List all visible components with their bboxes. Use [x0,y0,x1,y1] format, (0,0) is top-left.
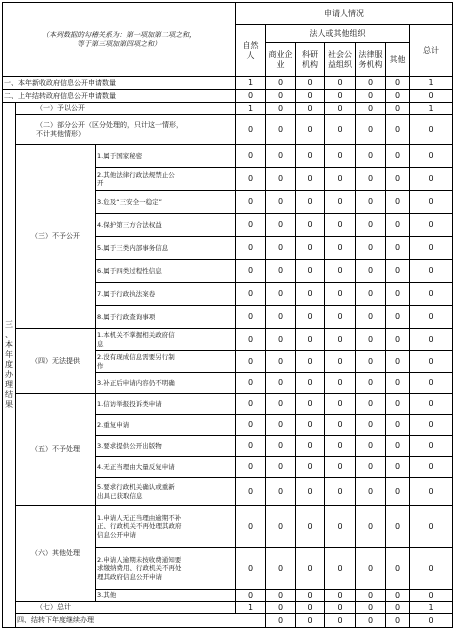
cell-value: 0 [296,351,325,373]
table-row [3,77,453,90]
row-label: 3.危及“三安全一稳定” [96,191,236,214]
cell-value: 0 [236,168,266,191]
research-institution-header [296,43,325,77]
cell-value: 0 [325,351,356,373]
cell-value: 0 [386,115,410,145]
cell-value: 0 [325,436,356,457]
cell-value: 0 [356,145,386,168]
cell-value: 0 [356,77,386,90]
row-label [96,329,236,351]
cell-value: 0 [356,191,386,214]
cell-value: 0 [386,90,410,103]
vertical-char: 理 [5,380,13,389]
cell-value: 0 [266,415,296,436]
cell-value: 0 [325,191,356,214]
cell-value: 0 [325,478,356,506]
group-label-unable: （四）无法提供 [16,329,96,394]
cell-value: 0 [236,283,266,306]
commercial-enterprise-header: 商业企业 [266,43,296,77]
relationship-note [3,3,236,77]
vertical-char: 本 [5,340,13,349]
cell-value: 0 [236,237,266,260]
cell-value: 0 [296,115,325,145]
row-label-line: 开 [97,179,104,187]
cell-value: 0 [386,506,410,548]
social-welfare-line-2: 益组织 [328,59,353,69]
cell-value: 0 [296,329,325,351]
cell-value: 0 [325,394,356,415]
row-label-line: 2.没有现成信息需要另行制 [97,353,175,362]
cell-value: 0 [266,191,296,214]
cell-value: 1 [410,103,453,115]
cell-value: 0 [296,478,325,506]
vertical-char: 果 [5,400,13,409]
cell-value: 0 [356,351,386,373]
cell-value: 0 [356,283,386,306]
cell-value: 0 [236,457,266,478]
row-label-line: 2.其他法律行政法规禁止公 [97,170,175,179]
cell-value: 0 [325,145,356,168]
cell-value: 0 [236,394,266,415]
legal-service-line-2: 务机构 [358,59,383,69]
statistics-table [2,2,453,628]
cell-value: 0 [386,260,410,283]
cell-value: 1 [236,103,266,115]
table-row [3,506,453,548]
cell-value: 0 [266,373,296,394]
row-label-line: 求缴纳费用、行政机关不再处 [97,564,182,573]
cell-value: 0 [296,283,325,306]
cell-value: 0 [266,237,296,260]
other-header: 其他 [386,43,410,77]
natural-person-line-1: 自然 [242,40,259,50]
cell-value: 0 [410,306,453,329]
cell-value: 0 [410,145,453,168]
cell-value: 0 [236,436,266,457]
row-label [96,168,236,191]
vertical-char: 度 [5,360,13,369]
row-label-line: 作 [97,361,104,370]
social-welfare-line-1: 社会公 [328,49,353,59]
cell-value: 0 [386,351,410,373]
row-label [96,548,236,590]
cell-value: 0 [325,590,356,602]
row-label-line: 1.申请人无正当理由逾期不补 [97,514,182,523]
cell-value: 0 [296,214,325,237]
vertical-char: 办 [5,370,13,379]
cell-value: 0 [410,394,453,415]
cell-value: 0 [325,329,356,351]
cell-value: 0 [266,115,296,145]
table-row [3,394,453,415]
table-row [3,602,453,614]
cell-value: 0 [410,457,453,478]
cell-value: 0 [410,478,453,506]
cell-value: 0 [325,90,356,103]
cell-value: 0 [266,548,296,590]
row-label [16,115,236,145]
cell-value: 1 [410,602,453,614]
vertical-char: 年 [5,350,13,359]
row-label-line: 息 [97,339,104,348]
cell-value: 0 [356,436,386,457]
cell-value: 0 [356,237,386,260]
cell-value: 0 [266,90,296,103]
row-label: 一、本年新收政府信息公开申请数量 [3,77,236,90]
cell-value: 0 [236,373,266,394]
row-label-line: （二）部分公开（区分处理的，只计这一情形， [36,120,183,129]
group-label-other-processing: （六）其他处理 [16,506,96,602]
cell-value: 0 [266,436,296,457]
cell-value: 0 [356,329,386,351]
cell-value: 0 [296,602,325,614]
cell-value: 0 [410,590,453,602]
cell-value: 0 [266,457,296,478]
cell-value: 0 [296,373,325,394]
group-label-not-processed: （五）不予处理 [16,394,96,506]
row-label [96,506,236,548]
cell-value: 0 [325,306,356,329]
cell-value: 0 [296,306,325,329]
cell-value: 0 [325,214,356,237]
cell-value: 0 [325,548,356,590]
note-line-1: （本列数据的勾稽关系为：第一项加第二项之和， [42,30,196,39]
vertical-char: 、 [5,330,13,339]
cell-value: 0 [386,415,410,436]
group-label-not-disclosed: （三）不予公开 [16,145,96,329]
row-label: 6.属于四类过程性信息 [96,260,236,283]
cell-value: 0 [356,373,386,394]
cell-value: 0 [386,394,410,415]
row-label: 1.属于国家秘密 [96,145,236,168]
table-row [3,145,453,168]
cell-value: 0 [410,351,453,373]
cell-value: 0 [386,548,410,590]
vertical-char: 结 [5,390,13,399]
cell-value: 0 [386,168,410,191]
cell-value: 0 [266,329,296,351]
cell-value: 0 [356,168,386,191]
cell-value: 0 [236,145,266,168]
cell-value: 0 [356,415,386,436]
cell-value: 0 [386,306,410,329]
row-label-line: 出具已获取信息 [97,491,143,500]
cell-value: 0 [236,590,266,602]
row-label: 4.保护第三方合法权益 [96,214,236,237]
cell-value: 0 [410,191,453,214]
cell-value: 0 [266,145,296,168]
cell-value: 0 [236,415,266,436]
cell-value: 0 [325,457,356,478]
cell-value: 0 [266,590,296,602]
row-label: 3.要求提供公开出版物 [96,436,236,457]
row-label: 四、结转下年度继续办理 [16,614,266,628]
cell-value: 0 [236,478,266,506]
cell-value: 0 [410,283,453,306]
cell-value: 0 [296,436,325,457]
cell-value: 0 [296,394,325,415]
cell-value: 0 [410,260,453,283]
row-label-line: 信息公开申请 [97,530,136,539]
cell-value: 0 [296,145,325,168]
natural-person-header [236,25,266,77]
cell-value: 0 [266,260,296,283]
cell-value: 0 [325,415,356,436]
research-line-1: 科研 [302,49,319,59]
row-label-line: 正、行政机关不再处理其政府 [97,522,182,531]
cell-value: 0 [356,103,386,115]
row-label [96,351,236,373]
cell-value: 0 [266,283,296,306]
cell-value: 0 [266,306,296,329]
cell-value: 0 [296,614,325,628]
cell-value: 0 [410,373,453,394]
cell-value: 0 [266,478,296,506]
cell-value: 0 [236,506,266,548]
cell-value: 0 [296,506,325,548]
legal-service-line-1: 法律服 [358,49,383,59]
cell-value: 0 [236,351,266,373]
cell-value: 0 [266,103,296,115]
cell-value: 0 [325,115,356,145]
cell-value: 0 [356,306,386,329]
cell-value: 0 [410,614,453,628]
cell-value: 0 [325,602,356,614]
cell-value: 0 [236,329,266,351]
cell-value: 0 [236,90,266,103]
cell-value: 0 [386,457,410,478]
cell-value: 0 [386,214,410,237]
cell-value: 0 [410,329,453,351]
cell-value: 0 [236,115,266,145]
cell-value: 0 [386,329,410,351]
cell-value: 0 [296,168,325,191]
cell-value: 0 [325,77,356,90]
total-header: 总计 [410,25,453,77]
cell-value: 0 [325,614,356,628]
cell-value: 0 [266,602,296,614]
cell-value: 0 [236,260,266,283]
note-line-2: 等于第三项加第四项之和） [77,39,161,48]
social-welfare-header [325,43,356,77]
row-label [96,478,236,506]
table-row [3,329,453,351]
cell-value: 0 [356,115,386,145]
cell-value: 0 [356,457,386,478]
row-label-line: 2.申请人逾期未按收费通知要 [97,556,182,565]
cell-value: 0 [410,436,453,457]
cell-value: 0 [296,590,325,602]
cell-value: 0 [266,394,296,415]
cell-value: 0 [386,478,410,506]
table-row [3,115,453,145]
cell-value: 0 [410,415,453,436]
cell-value: 0 [325,168,356,191]
cell-value: 0 [236,214,266,237]
cell-value: 1 [410,77,453,90]
row-label: 5.属于三类内部事务信息 [96,237,236,260]
cell-value: 0 [386,77,410,90]
cell-value: 0 [410,506,453,548]
row-label: 7.属于行政执法案卷 [96,283,236,306]
cell-value: 1 [236,77,266,90]
vertical-char: 三 [5,320,13,329]
cell-value: 0 [386,237,410,260]
cell-value: 0 [356,90,386,103]
cell-value: 0 [296,77,325,90]
cell-value: 0 [386,602,410,614]
cell-value: 0 [266,614,296,628]
row-label-line: 不计其他情形） [36,129,85,138]
cell-value: 0 [296,415,325,436]
cell-value: 0 [386,590,410,602]
cell-value: 0 [386,436,410,457]
cell-value: 0 [266,77,296,90]
cell-value: 0 [266,168,296,191]
cell-value: 0 [296,191,325,214]
cell-value: 0 [356,260,386,283]
cell-value: 0 [236,548,266,590]
row-label: 8.属于行政查询事项 [96,306,236,329]
cell-value: 0 [356,506,386,548]
cell-value: 0 [386,614,410,628]
row-label-line: 1.本机关不掌握相关政府信 [97,331,175,340]
row-label: 3.补正后申请内容仍不明确 [96,373,236,394]
row-label: 二、上年结转政府信息公开申请数量 [3,90,236,103]
cell-value: 0 [386,145,410,168]
cell-value: 0 [386,283,410,306]
cell-value: 0 [296,237,325,260]
row-label: （一）予以公开 [16,103,236,115]
cell-value: 0 [410,214,453,237]
row-label: （七）总计 [16,602,236,614]
cell-value: 0 [266,214,296,237]
cell-value: 0 [410,548,453,590]
cell-value: 0 [386,103,410,115]
cell-value: 0 [410,115,453,145]
row-label-line: 理其政府信息公开申请 [97,572,162,581]
row-label: 4.无正当理由大量反复申请 [96,457,236,478]
cell-value: 0 [410,237,453,260]
cell-value: 0 [296,548,325,590]
applicant-status-header: 申请人情况 [236,3,453,25]
cell-value: 0 [236,306,266,329]
cell-value: 0 [410,168,453,191]
cell-value: 0 [386,373,410,394]
research-line-2: 机构 [302,59,319,69]
row-label: 3.其他 [96,590,236,602]
legal-entity-header: 法人或其他组织 [266,25,410,43]
cell-value: 0 [410,90,453,103]
table-row [3,90,453,103]
cell-value: 0 [356,548,386,590]
row-label-line: 5.要求行政机关确认或重新 [97,483,175,492]
legal-service-header [356,43,386,77]
cell-value: 0 [356,602,386,614]
cell-value: 0 [266,351,296,373]
cell-value: 0 [356,478,386,506]
cell-value: 0 [356,614,386,628]
cell-value: 0 [356,590,386,602]
cell-value: 0 [356,214,386,237]
cell-value: 0 [236,191,266,214]
cell-value: 0 [325,373,356,394]
cell-value: 0 [325,103,356,115]
natural-person-line-2: 人 [246,50,255,60]
cell-value: 0 [325,260,356,283]
cell-value: 0 [325,283,356,306]
cell-value: 0 [386,191,410,214]
row-label: 2.重复申请 [96,415,236,436]
section-3-vertical-label [3,103,16,628]
cell-value: 0 [325,237,356,260]
cell-value: 0 [296,90,325,103]
cell-value: 1 [236,602,266,614]
cell-value: 0 [296,103,325,115]
cell-value: 0 [325,506,356,548]
cell-value: 0 [356,394,386,415]
cell-value: 0 [266,506,296,548]
cell-value: 0 [296,260,325,283]
row-label: 1.信访举报投诉类申请 [96,394,236,415]
cell-value: 0 [296,457,325,478]
table-row [3,103,453,115]
